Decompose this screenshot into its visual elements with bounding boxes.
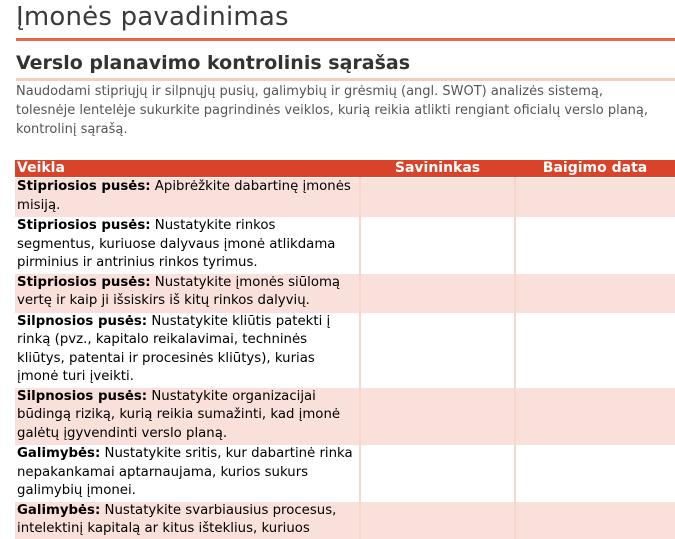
category-label: Stipriosios pusės:	[17, 274, 151, 290]
owner-cell[interactable]	[360, 312, 515, 388]
activity-text: Nustatykite rinkos segmentus, kuriuose dalyvaus įmonė atlikdama pirminius ir antrinius rinkos tyrimus.	[17, 218, 336, 270]
activity-cell[interactable]	[15, 216, 360, 273]
owner-cell[interactable]	[360, 273, 515, 312]
date-cell[interactable]	[515, 387, 675, 444]
subtitle-rule	[16, 78, 675, 81]
table-row	[15, 216, 675, 273]
column-header-activity: Veikla	[15, 160, 360, 178]
date-cell[interactable]	[515, 444, 675, 501]
category-label: Galimybės:	[17, 446, 101, 461]
activity-cell[interactable]	[15, 312, 360, 388]
activity-cell[interactable]	[15, 273, 360, 312]
category-label: Silpnosios pusės:	[17, 313, 148, 329]
date-cell[interactable]	[515, 178, 675, 217]
table-header-row	[15, 160, 675, 178]
activity-text: Nustatykite organizacijai būdingą riziką, kurią reikia sumažinti, kad įmonė galėtų įgyvendinti verslo planą.	[17, 388, 341, 441]
date-cell[interactable]	[515, 312, 675, 388]
activity-text: Nustatykite įmonės siūlomą vertę ir kaip ji išsiskirs iš kitų rinkos dalyvių.	[17, 274, 341, 308]
table-row	[15, 387, 675, 444]
activity-text: Apibrėžkite dabartinę įmonės misiją.	[17, 179, 351, 213]
category-label: Stipriosios pusės:	[17, 218, 151, 233]
owner-cell[interactable]	[360, 216, 515, 273]
activity-text: Nustatykite sritis, kur dabartinė rinka nepakankamai aptarnaujama, kurios sukurs galimybių įmonei.	[17, 446, 353, 498]
date-cell[interactable]	[515, 273, 675, 312]
intro-paragraph: Naudodami stipriųjų ir silpnųjų pusių, galimybių ir grėsmių (angl. SWOT) analizės sistemą, tolesnėje lentelėje sukurkite pagrindinės veiklos, kurią reikia atlikti rengiant oficialų verslo planą, kontrolinį sąrašą.	[16, 84, 649, 137]
owner-cell[interactable]	[360, 444, 515, 501]
company-name: Įmonės pavadinimas	[16, 2, 289, 32]
category-label: Galimybės:	[17, 502, 101, 518]
checklist-table	[15, 160, 675, 539]
activity-text: Nustatykite kliūtis patekti į rinką (pvz., kapitalo reikalavimai, techninės kliūtys, patentai ir procesinės kliūtys), kurias įmonė turi įveikti.	[17, 313, 331, 384]
activity-text: Nustatykite svarbiausius procesus, intelektinį kapitalą ar kitus išteklius, kuriuos	[17, 502, 337, 536]
column-header-owner: Savininkas	[360, 160, 515, 178]
title-rule	[16, 38, 675, 41]
activity-cell[interactable]	[15, 387, 360, 444]
owner-cell[interactable]	[360, 387, 515, 444]
category-label: Silpnosios pusės:	[17, 388, 148, 404]
table-row	[15, 312, 675, 388]
activity-cell[interactable]	[15, 444, 360, 501]
activity-cell[interactable]	[15, 178, 360, 217]
category-label: Stipriosios pusės:	[17, 179, 151, 194]
column-header-date: Baigimo data	[515, 160, 675, 178]
table-row	[15, 444, 675, 501]
owner-cell[interactable]	[360, 178, 515, 217]
page-title: Verslo planavimo kontrolinis sąrašas	[16, 52, 411, 74]
table-row	[15, 178, 675, 217]
table-row	[15, 273, 675, 312]
date-cell[interactable]	[515, 216, 675, 273]
